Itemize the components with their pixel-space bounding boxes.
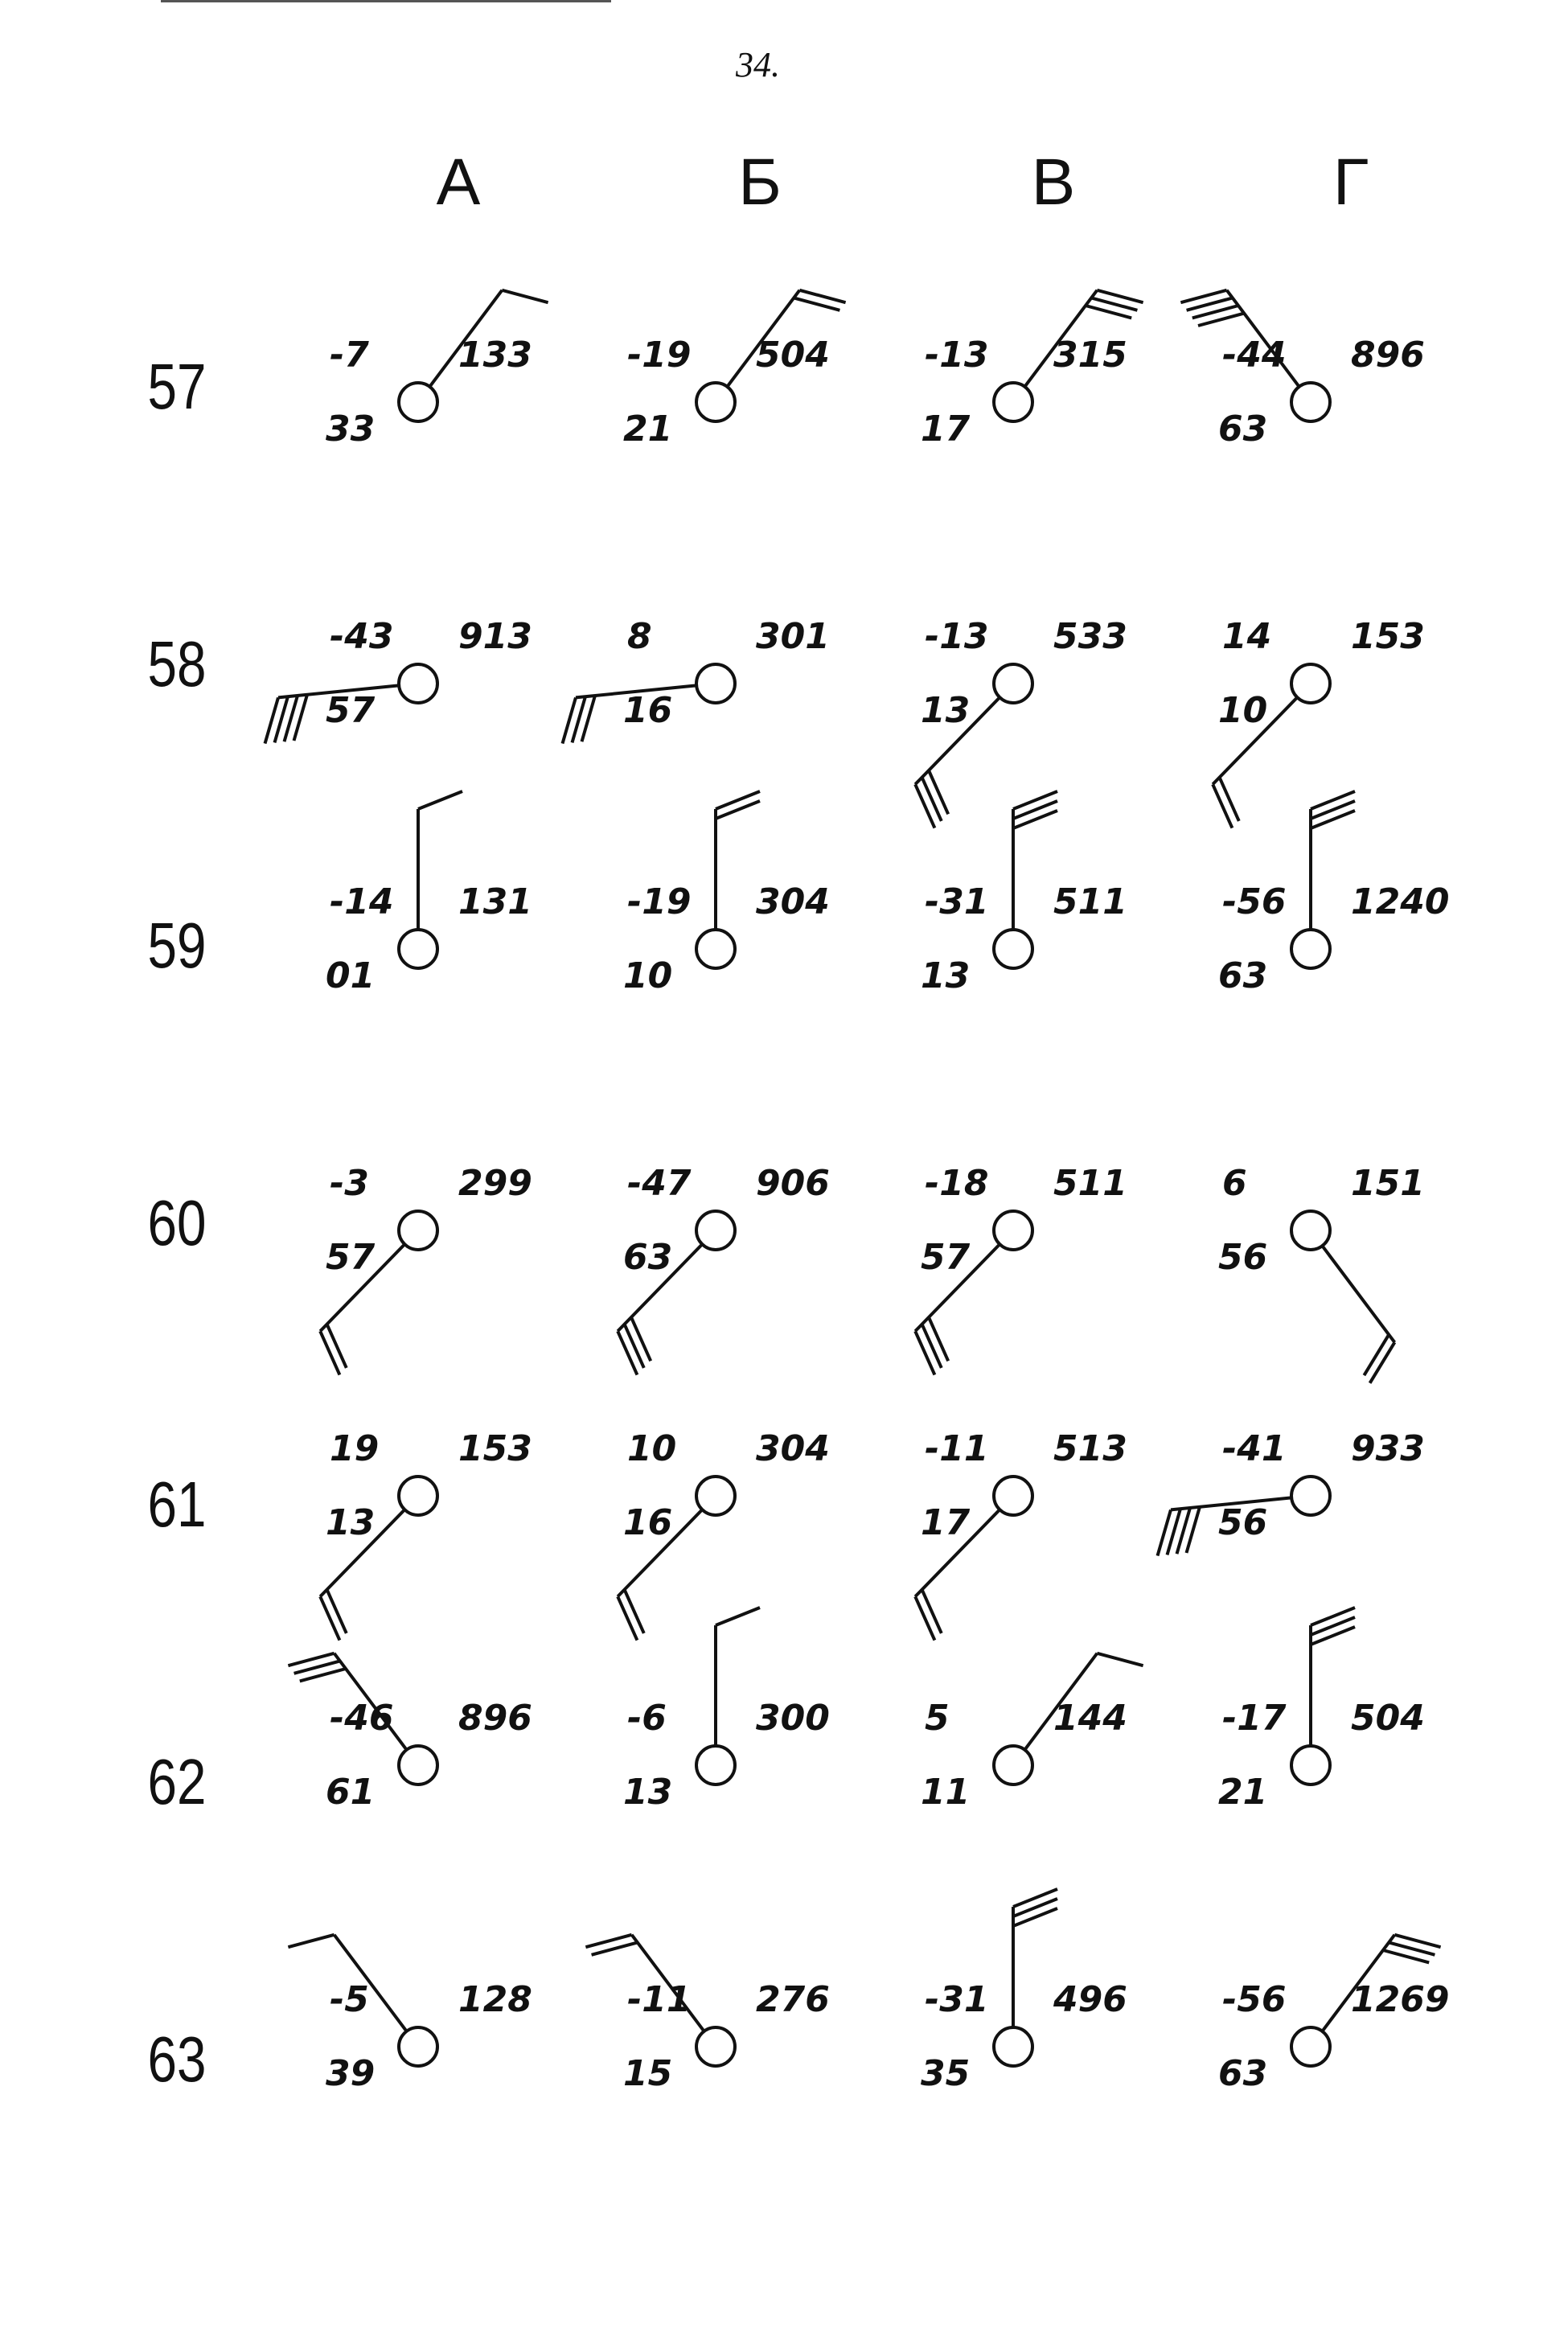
- station-circle: [1291, 2027, 1330, 2066]
- wind-glyph: [852, 1110, 1190, 1351]
- wind-glyph: [555, 281, 893, 523]
- wind-feather: [1311, 811, 1355, 828]
- dewpoint-value: 63: [1218, 409, 1268, 450]
- wind-feather: [618, 1596, 637, 1640]
- wind-feather: [1213, 784, 1232, 828]
- station-model-61-1: [257, 1375, 595, 1616]
- page-number: 34.: [736, 45, 780, 84]
- wind-feather: [1220, 778, 1239, 821]
- temperature-value: -18: [925, 1163, 989, 1204]
- row-label-62: 62: [147, 1746, 207, 1817]
- temperature-value: -13: [925, 616, 989, 657]
- wind-glyph: [852, 563, 1190, 804]
- temperature-value: 8: [627, 616, 652, 657]
- dewpoint-value: 11: [921, 1772, 971, 1813]
- wind-glyph: [1150, 828, 1488, 1070]
- row-label-59: 59: [147, 910, 207, 981]
- station-circle: [1291, 1211, 1330, 1250]
- row-label-63: 63: [147, 2023, 207, 2095]
- station-circle: [399, 930, 437, 968]
- pressure-value: 511: [1053, 1163, 1127, 1204]
- temperature-value: -17: [1222, 1698, 1287, 1739]
- temperature-value: -11: [627, 1979, 692, 2020]
- station-circle: [696, 1746, 735, 1785]
- wind-feather: [1013, 1899, 1057, 1916]
- wind-glyph: [257, 1375, 595, 1616]
- dewpoint-value: 10: [1218, 690, 1268, 731]
- wind-shaft: [1322, 1246, 1394, 1342]
- wind-feather: [288, 1935, 334, 1947]
- row-label-61: 61: [147, 1468, 207, 1540]
- wind-feather: [915, 784, 934, 828]
- pressure-value: 128: [458, 1979, 532, 2020]
- pressure-value: 304: [756, 881, 830, 922]
- pressure-value: 151: [1351, 1163, 1425, 1204]
- dewpoint-value: 57: [921, 1237, 971, 1278]
- station-model-58-2: [555, 563, 893, 804]
- dewpoint-value: 57: [326, 1237, 376, 1278]
- wind-glyph: [1150, 281, 1488, 523]
- station-circle: [994, 1211, 1032, 1250]
- dewpoint-value: 17: [921, 1502, 971, 1543]
- wind-feather: [320, 1331, 339, 1374]
- station-model-63-2: [555, 1926, 893, 2167]
- wind-glyph: [555, 1926, 893, 2167]
- pressure-value: 153: [458, 1428, 532, 1469]
- temperature-value: 10: [627, 1428, 677, 1469]
- wind-feather: [625, 1590, 644, 1633]
- station-model-63-4: [1150, 1926, 1488, 2167]
- station-model-62-3: [852, 1645, 1190, 1886]
- dewpoint-value: 39: [326, 2053, 376, 2094]
- wind-feather: [1013, 1889, 1057, 1907]
- station-circle: [399, 1211, 437, 1250]
- station-circle: [696, 383, 735, 421]
- wind-glyph: [555, 563, 893, 804]
- temperature-value: -44: [1222, 335, 1287, 376]
- temperature-value: -19: [627, 335, 692, 376]
- station-model-60-4: [1150, 1110, 1488, 1351]
- pressure-value: 896: [1351, 335, 1425, 376]
- wind-feather: [915, 1331, 934, 1374]
- station-model-59-4: [1150, 828, 1488, 1070]
- station-model-59-2: [555, 828, 893, 1070]
- wind-feather: [929, 770, 948, 814]
- wind-feather: [618, 1331, 637, 1374]
- dewpoint-value: 13: [921, 955, 971, 996]
- pressure-value: 301: [756, 616, 830, 657]
- wind-glyph: [257, 281, 595, 523]
- temperature-value: 14: [1222, 616, 1272, 657]
- row-label-58: 58: [147, 628, 207, 700]
- station-circle: [994, 930, 1032, 968]
- station-circle: [399, 383, 437, 421]
- pressure-value: 1269: [1351, 1979, 1450, 2020]
- station-circle: [994, 1477, 1032, 1515]
- dewpoint-value: 21: [623, 409, 673, 450]
- wind-feather: [320, 1596, 339, 1640]
- station-model-59-3: [852, 828, 1190, 1070]
- station-model-62-4: [1150, 1645, 1488, 1886]
- pressure-value: 504: [1351, 1698, 1425, 1739]
- station-circle: [399, 2027, 437, 2066]
- temperature-value: -13: [925, 335, 989, 376]
- wind-glyph: [852, 1375, 1190, 1616]
- station-model-58-3: [852, 563, 1190, 804]
- temperature-value: 19: [330, 1428, 380, 1469]
- pressure-value: 496: [1053, 1979, 1127, 2020]
- dewpoint-value: 13: [623, 1772, 673, 1813]
- pressure-value: 896: [458, 1698, 532, 1739]
- station-circle: [1291, 383, 1330, 421]
- pressure-value: 153: [1351, 616, 1425, 657]
- station-circle: [994, 2027, 1032, 2066]
- dewpoint-value: 13: [921, 690, 971, 731]
- row-label-57: 57: [147, 351, 207, 422]
- wind-glyph: [1150, 563, 1488, 804]
- station-circle: [994, 383, 1032, 421]
- dewpoint-value: 63: [623, 1237, 673, 1278]
- dewpoint-value: 35: [921, 2053, 971, 2094]
- station-model-57-4: [1150, 281, 1488, 523]
- wind-glyph: [1150, 1926, 1488, 2167]
- station-model-61-3: [852, 1375, 1190, 1616]
- dewpoint-value: 61: [326, 1772, 376, 1813]
- wind-glyph: [1150, 1110, 1488, 1351]
- pressure-value: 304: [756, 1428, 830, 1469]
- dewpoint-value: 56: [1218, 1237, 1268, 1278]
- station-circle: [1291, 664, 1330, 703]
- temperature-value: -19: [627, 881, 692, 922]
- pressure-value: 131: [458, 881, 532, 922]
- pressure-value: 299: [458, 1163, 532, 1204]
- station-model-63-1: [257, 1926, 595, 2167]
- wind-feather: [631, 1317, 651, 1361]
- pressure-value: 511: [1053, 881, 1127, 922]
- wind-feather: [1013, 1908, 1057, 1926]
- station-circle: [994, 1746, 1032, 1785]
- column-header-v: В: [1031, 146, 1076, 219]
- temperature-value: -46: [330, 1698, 394, 1739]
- pressure-value: 906: [756, 1163, 830, 1204]
- station-circle: [696, 930, 735, 968]
- wind-feather: [502, 290, 548, 302]
- pressure-value: 315: [1053, 335, 1127, 376]
- wind-feather: [1097, 1653, 1143, 1665]
- wind-glyph: [257, 563, 595, 804]
- station-model-57-3: [852, 281, 1190, 523]
- temperature-value: -7: [330, 335, 369, 376]
- wind-glyph: [257, 1926, 595, 2167]
- dewpoint-value: 16: [623, 1502, 673, 1543]
- temperature-value: -6: [627, 1698, 667, 1739]
- pressure-value: 933: [1351, 1428, 1425, 1469]
- column-header-a: А: [436, 146, 481, 219]
- wind-feather: [327, 1325, 347, 1368]
- wind-glyph: [555, 1375, 893, 1616]
- dewpoint-value: 33: [326, 409, 376, 450]
- pressure-value: 513: [1053, 1428, 1127, 1469]
- temperature-value: -56: [1222, 881, 1287, 922]
- dewpoint-value: 56: [1218, 1502, 1268, 1543]
- pressure-value: 913: [458, 616, 532, 657]
- wind-glyph: [555, 1645, 893, 1886]
- station-circle: [399, 1477, 437, 1515]
- wind-glyph: [852, 281, 1190, 523]
- station-model-60-1: [257, 1110, 595, 1351]
- temperature-value: -47: [627, 1163, 692, 1204]
- station-circle: [399, 664, 437, 703]
- column-header-b: Б: [738, 146, 782, 219]
- wind-glyph: [257, 828, 595, 1070]
- temperature-value: -3: [330, 1163, 369, 1204]
- temperature-value: -31: [925, 881, 989, 922]
- station-model-61-4: [1150, 1375, 1488, 1616]
- station-model-59-1: [257, 828, 595, 1070]
- station-model-62-2: [555, 1645, 893, 1886]
- wind-feather: [1311, 1617, 1355, 1635]
- temperature-value: -43: [330, 616, 394, 657]
- station-model-57-2: [555, 281, 893, 523]
- station-model-60-2: [555, 1110, 893, 1351]
- dewpoint-value: 13: [326, 1502, 376, 1543]
- wind-glyph: [1150, 1375, 1488, 1616]
- temperature-value: -11: [925, 1428, 989, 1469]
- dewpoint-value: 57: [326, 690, 376, 731]
- pressure-value: 144: [1053, 1698, 1127, 1739]
- pressure-value: 533: [1053, 616, 1127, 657]
- station-circle: [696, 1211, 735, 1250]
- dewpoint-value: 63: [1218, 955, 1268, 996]
- station-model-61-2: [555, 1375, 893, 1616]
- wind-feather: [915, 1596, 934, 1640]
- column-header-g: Г: [1332, 146, 1369, 219]
- station-circle: [399, 1746, 437, 1785]
- temperature-value: 6: [1222, 1163, 1247, 1204]
- wind-glyph: [1150, 1645, 1488, 1886]
- row-label-60: 60: [147, 1187, 207, 1259]
- wind-glyph: [555, 1110, 893, 1351]
- pressure-value: 300: [756, 1698, 830, 1739]
- dewpoint-value: 63: [1218, 2053, 1268, 2094]
- dewpoint-value: 21: [1218, 1772, 1268, 1813]
- wind-glyph: [852, 1926, 1190, 2167]
- wind-feather: [922, 1325, 942, 1368]
- temperature-value: -14: [330, 881, 394, 922]
- temperature-value: -5: [330, 1979, 369, 2020]
- wind-feather: [922, 778, 942, 821]
- station-model-57-1: [257, 281, 595, 523]
- dewpoint-value: 15: [623, 2053, 673, 2094]
- wind-glyph: [257, 1110, 595, 1351]
- dewpoint-value: 16: [623, 690, 673, 731]
- temperature-value: 5: [925, 1698, 950, 1739]
- wind-feather: [327, 1590, 347, 1633]
- wind-glyph: [257, 1645, 595, 1886]
- wind-feather: [922, 1590, 942, 1633]
- station-circle: [1291, 1477, 1330, 1515]
- station-circle: [1291, 1746, 1330, 1785]
- dewpoint-value: 17: [921, 409, 971, 450]
- station-model-62-1: [257, 1645, 595, 1886]
- temperature-value: -41: [1222, 1428, 1287, 1469]
- wind-glyph: [852, 828, 1190, 1070]
- wind-feather: [1311, 1627, 1355, 1645]
- station-circle: [696, 1477, 735, 1515]
- wind-feather: [1013, 811, 1057, 828]
- station-model-60-3: [852, 1110, 1190, 1351]
- dewpoint-value: 10: [623, 955, 673, 996]
- wind-feather: [625, 1325, 644, 1368]
- wind-glyph: [555, 828, 893, 1070]
- station-circle: [696, 2027, 735, 2066]
- wind-glyph: [852, 1645, 1190, 1886]
- pressure-value: 504: [756, 335, 830, 376]
- station-model-58-4: [1150, 563, 1488, 804]
- wind-feather: [929, 1317, 948, 1361]
- pressure-value: 276: [756, 1979, 830, 2020]
- temperature-value: -56: [1222, 1979, 1287, 2020]
- station-circle: [1291, 930, 1330, 968]
- station-model-58-1: [257, 563, 595, 804]
- temperature-value: -31: [925, 1979, 989, 2020]
- station-circle: [696, 664, 735, 703]
- station-model-63-3: [852, 1926, 1190, 2167]
- dewpoint-value: 01: [326, 955, 376, 996]
- pressure-value: 133: [458, 335, 532, 376]
- station-circle: [994, 664, 1032, 703]
- pressure-value: 1240: [1351, 881, 1450, 922]
- top-rule: [161, 0, 611, 2]
